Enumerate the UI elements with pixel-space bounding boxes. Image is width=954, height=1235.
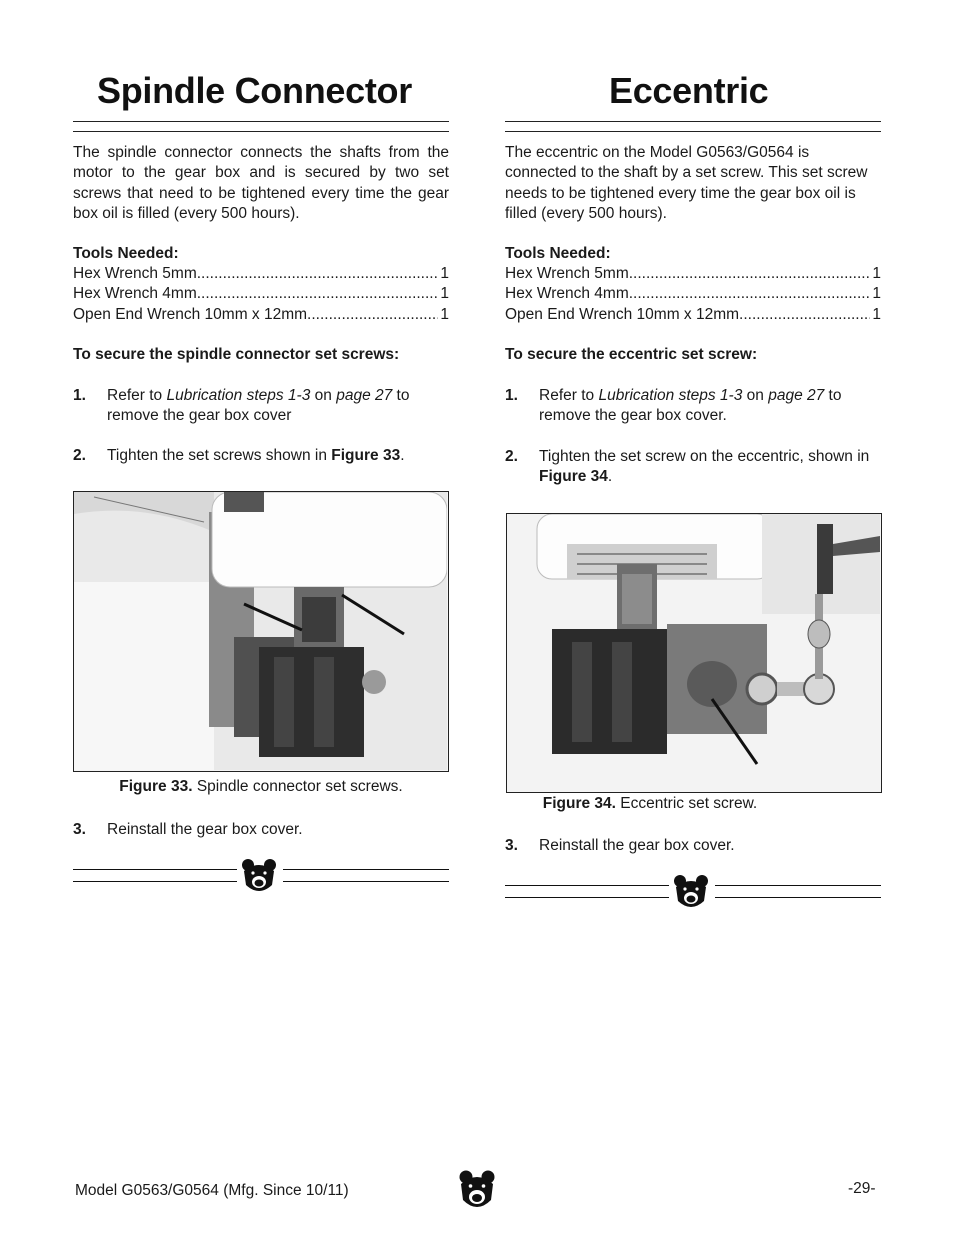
step-1: 1. Refer to Lubrication steps 1-3 on page 27 to remove the gear box cover. [505, 387, 842, 425]
figure-33-photo [73, 491, 449, 772]
tool-item: Open End Wrench 10mm x 12mm ..... 1 [73, 305, 449, 325]
section-end-divider [73, 855, 449, 895]
procedure-heading: To secure the spindle connector set screws: [73, 346, 400, 363]
title-rule-top [73, 121, 449, 122]
page-number: -29- [848, 1180, 876, 1197]
tools-heading: Tools Needed: [505, 245, 611, 262]
footer-bear-logo-icon [458, 1168, 496, 1212]
figure-34-caption: Figure 34. Eccentric set screw. [542, 795, 758, 812]
title-rule-top [505, 121, 881, 122]
intro-paragraph: The spindle connector connects the shafts from the motor to the gear box and is secured by two set screws that need to be tightened every time the gear box oil is filled (every 500 hours). [73, 144, 449, 222]
tool-item: Hex Wrench 4mm ..... 1 [73, 284, 449, 304]
tool-item: Open End Wrench 10mm x 12mm ..... 1 [505, 305, 881, 325]
intro-paragraph: The eccentric on the Model G0563/G0564 is connected to the shaft by a set screw. This set screw needs to be tightened every time the gear box oil is filled (every 500 hours). [505, 144, 868, 222]
eccentric-illustration [507, 514, 880, 791]
tools-heading: Tools Needed: [73, 245, 179, 262]
footer-model: Model G0563/G0564 (Mfg. Since 10/11) [75, 1182, 349, 1199]
bear-logo-icon [672, 873, 710, 911]
procedure-heading: To secure the eccentric set screw: [505, 346, 758, 363]
tool-item: Hex Wrench 5mm ..... 1 [505, 264, 881, 284]
section-title-eccentric: Eccentric [609, 70, 769, 111]
figure-33-caption: Figure 33. Spindle connector set screws. [119, 778, 403, 795]
spindle-connector-illustration [74, 492, 447, 770]
section-end-divider [505, 871, 881, 911]
figure-34-photo [506, 513, 882, 793]
title-rule-bottom [505, 131, 881, 132]
tool-item: Hex Wrench 4mm ..... 1 [505, 284, 881, 304]
tools-list [505, 264, 881, 325]
step-3: 3. Reinstall the gear box cover. [73, 821, 303, 838]
step-1: 1. Refer to Lubrication steps 1-3 on page 27 to remove the gear box cover [73, 387, 410, 425]
step-2: 2. Tighten the set screw on the eccentric, shown in Figure 34. [505, 448, 870, 486]
step-2: 2. Tighten the set screws shown in Figure 33. [73, 447, 405, 464]
section-title-spindle-connector: Spindle Connector [97, 70, 412, 111]
step-3: 3. Reinstall the gear box cover. [505, 837, 735, 854]
tool-item: Hex Wrench 5mm ..... 1 [73, 264, 449, 284]
bear-logo-icon [240, 857, 278, 895]
tools-list [73, 264, 449, 325]
title-rule-bottom [73, 131, 449, 132]
